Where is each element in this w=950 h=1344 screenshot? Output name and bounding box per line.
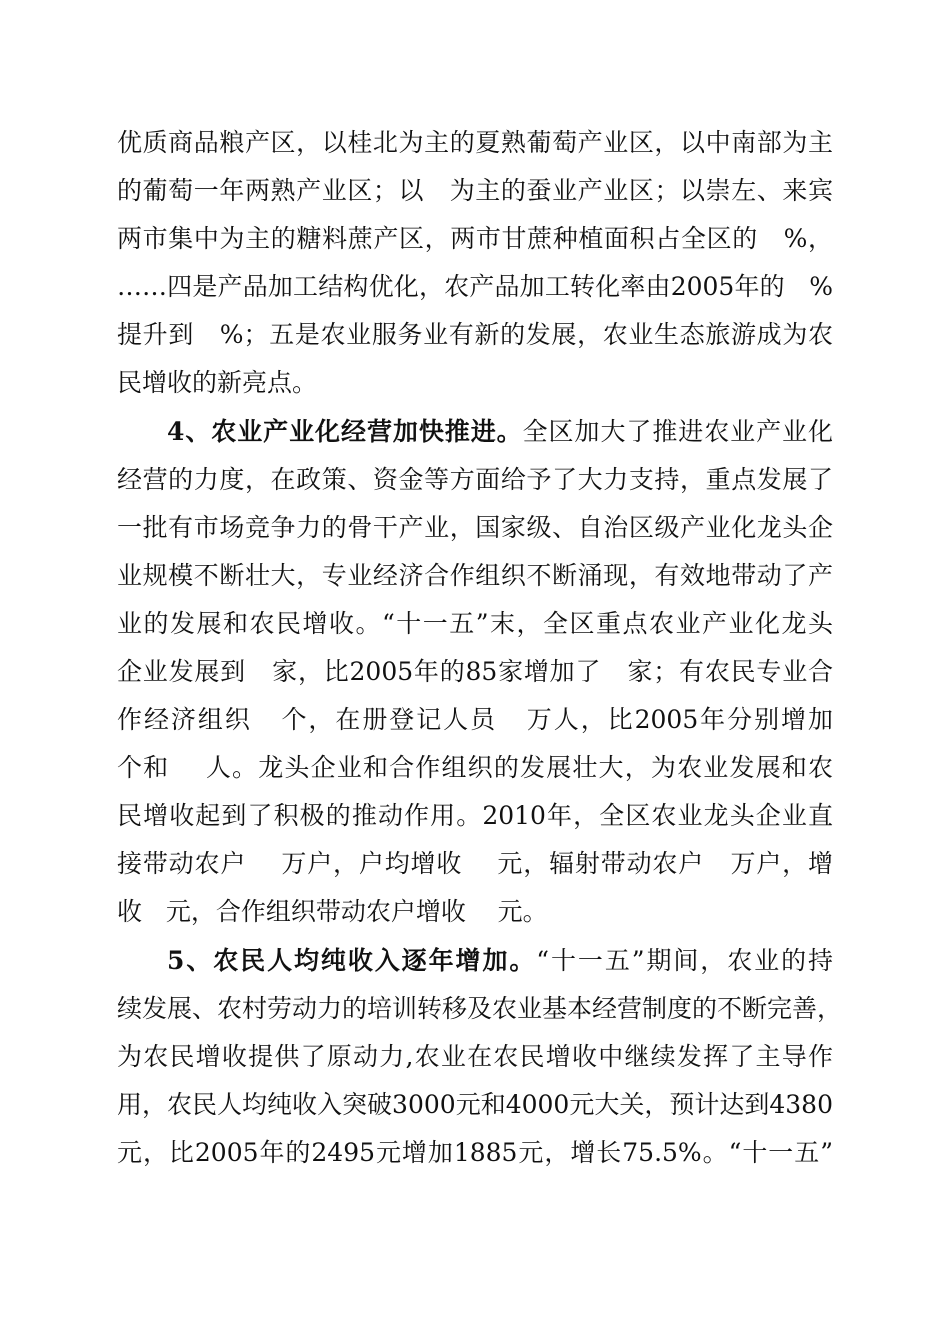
section-5-heading: 5、农民人均纯收入逐年增加。 [167, 946, 537, 975]
text-line: 作经济组织 个，在册登记人员 万人，比2005年分别增加 [117, 705, 833, 734]
text-line: 民增收起到了积极的推动作用。2010年，全区农业龙头企业直 [117, 801, 833, 830]
text-line: 用，农民人均纯收入突破3000元和4000元大关，预计达到4380 [117, 1090, 833, 1119]
section-5-first-line-text: “十一五”期间，农业的持 [536, 946, 833, 975]
text-line: 两市集中为主的糖料蔗产区，两市甘蔗种植面积占全区的 %， [117, 224, 833, 253]
text-line: 一批有市场竞争力的骨干产业，国家级、自治区级产业化龙头企 [117, 513, 833, 542]
text-line: 收 元，合作组织带动农户增收 元。 [117, 897, 548, 926]
text-line: 续发展、农村劳动力的培训转移及农业基本经营制度的不断完善， [117, 994, 843, 1023]
text-line: 接带动农户 万户，户均增收 元，辐射带动农户 万户，增 [117, 849, 833, 878]
text-line: 为农民增收提供了原动力,农业在农民增收中继续发挥了主导作 [117, 1042, 833, 1071]
text-line: 企业发展到 家，比2005年的85家增加了 家；有农民专业合 [117, 657, 833, 686]
text-line: 业规模不断壮大，专业经济合作组织不断涌现，有效地带动了产 [117, 561, 833, 590]
text-line: 的葡萄一年两熟产业区；以 为主的蚕业产业区；以崇左、来宾 [117, 176, 833, 205]
text-line: 个和 人。龙头企业和合作组织的发展壮大，为农业发展和农 [117, 753, 833, 782]
text-line: 民增收的新亮点。 [117, 368, 318, 397]
section-4-first-line [167, 408, 833, 456]
text-line: 优质商品粮产区，以桂北为主的夏熟葡萄产业区，以中南部为主 [117, 128, 833, 157]
section-4-heading: 4、农业产业化经营加快推进。 [167, 417, 523, 446]
text-line: ……四是产品加工结构优化，农产品加工转化率由2005年的 % [117, 272, 833, 301]
text-line: 业的发展和农民增收。“十一五”末，全区重点农业产业化龙头 [117, 609, 833, 638]
section-4-first-line-text: 全区加大了推进农业产业化 [522, 417, 833, 446]
text-line: 经营的力度，在政策、资金等方面给予了大力支持，重点发展了 [117, 465, 833, 494]
section-5-first-line [167, 937, 833, 985]
text-line: 提升到 %；五是农业服务业有新的发展，农业生态旅游成为农 [117, 320, 833, 349]
text-line: 元，比2005年的2495元增加1885元，增长75.5%。“十一五” [117, 1138, 833, 1167]
